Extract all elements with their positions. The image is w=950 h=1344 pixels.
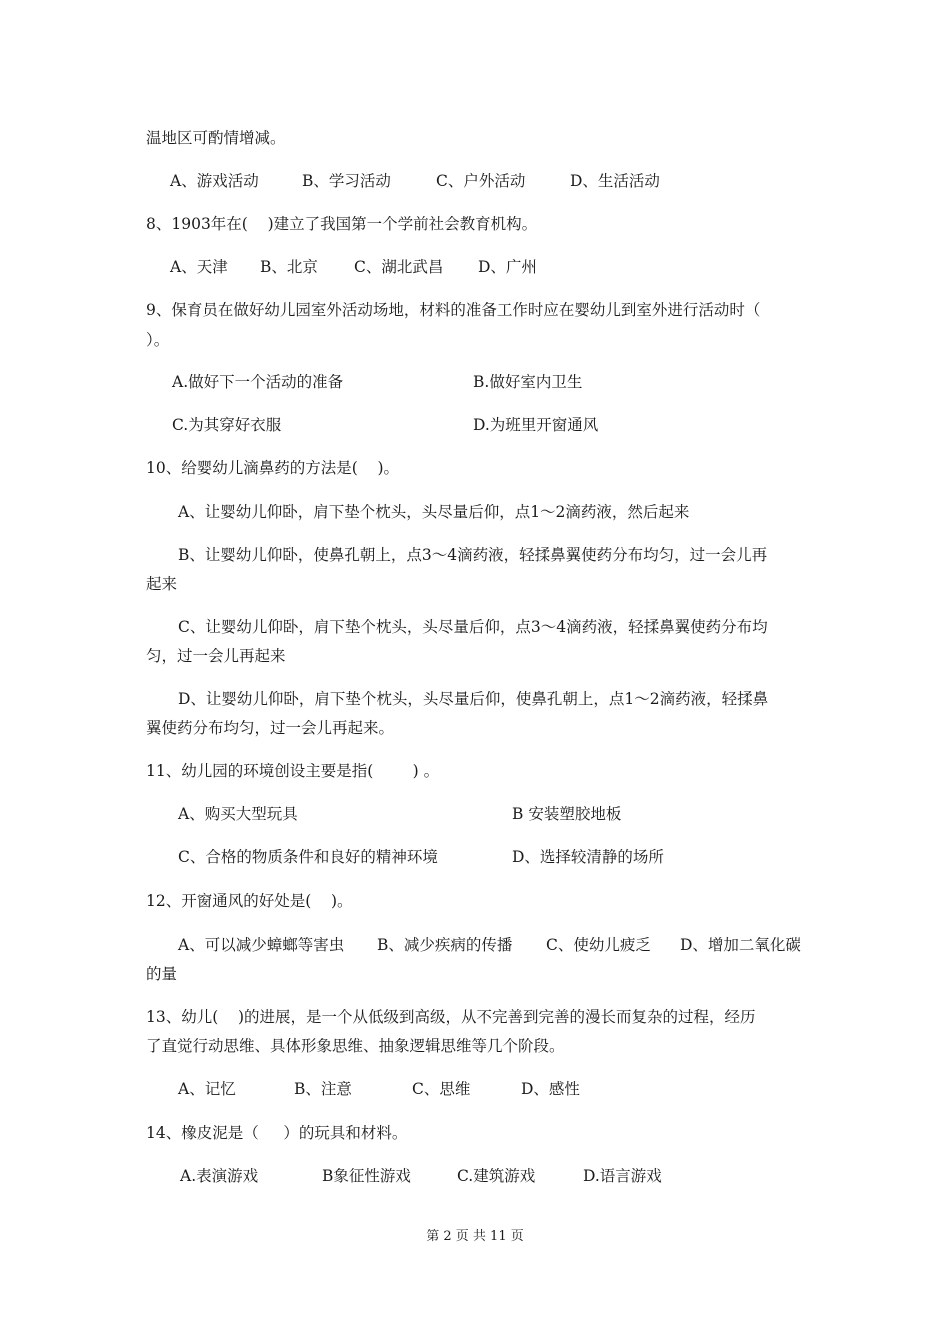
- q10-option-d-line2: 翼使药分布均匀，过一会儿再起来。: [146, 719, 395, 737]
- q7-option-a: A、游戏活动: [170, 172, 259, 190]
- q7-option-d: D、生活活动: [570, 172, 660, 190]
- q12-stem: 12、开窗通风的好处是( )。: [146, 892, 353, 910]
- q12-option-d-line2: 的量: [146, 965, 178, 983]
- q9-option-d: D.为班里开窗通风: [473, 416, 599, 434]
- q12-option-b: B、减少疾病的传播: [377, 936, 513, 954]
- q11-option-a: A、购买大型玩具: [178, 805, 298, 823]
- q12-option-c: C、使幼儿疲乏: [546, 936, 651, 954]
- q10-option-c-line1: C、让婴幼儿仰卧，肩下垫个枕头，头尽量后仰，点3～4滴药液，轻揉鼻翼使药分布均: [178, 618, 768, 636]
- q13-stem-line1: 13、幼儿( )的进展，是一个从低级到高级，从不完善到完善的漫长而复杂的过程，经历: [146, 1008, 756, 1026]
- q8-option-c: C、湖北武昌: [354, 258, 444, 276]
- q14-stem: 14、橡皮泥是（ ）的玩具和材料。: [146, 1124, 408, 1142]
- q12-option-d: D、增加二氧化碳: [680, 936, 801, 954]
- page-footer: 第 2 页 共 11 页: [426, 1229, 524, 1244]
- q7-option-c: C、户外活动: [436, 172, 526, 190]
- q13-option-b: B、注意: [294, 1080, 352, 1098]
- q14-option-b: B象征性游戏: [322, 1167, 411, 1185]
- q8-option-b: B、北京: [260, 258, 318, 276]
- q13-stem-line2: 了直觉行动思维、具体形象思维、抽象逻辑思维等几个阶段。: [146, 1037, 565, 1055]
- q9-option-b: B.做好室内卫生: [473, 373, 583, 391]
- q8-stem: 8、1903年在( )建立了我国第一个学前社会教育机构。: [146, 215, 538, 233]
- q13-option-d: D、感性: [521, 1080, 580, 1098]
- carryover-text: 温地区可酌情增减。: [146, 129, 286, 147]
- q10-stem: 10、给婴幼儿滴鼻药的方法是( )。: [146, 459, 400, 477]
- q9-option-a: A.做好下一个活动的准备: [172, 373, 344, 391]
- q7-option-b: B、学习活动: [302, 172, 391, 190]
- q11-stem: 11、幼儿园的环境创设主要是指( ) 。: [146, 762, 440, 780]
- q11-option-c: C、合格的物质条件和良好的精神环境: [178, 848, 438, 866]
- q10-option-b-line2: 起来: [146, 575, 178, 593]
- q10-option-a: A、让婴幼儿仰卧，肩下垫个枕头，头尽量后仰，点1～2滴药液，然后起来: [178, 503, 690, 521]
- q14-option-c: C.建筑游戏: [457, 1167, 536, 1185]
- q13-option-a: A、记忆: [178, 1080, 236, 1098]
- q9-stem-line2: ）。: [146, 331, 170, 349]
- q8-option-d: D、广州: [478, 258, 537, 276]
- q9-option-c: C.为其穿好衣服: [172, 416, 282, 434]
- q10-option-b-line1: B、让婴幼儿仰卧，使鼻孔朝上，点3～4滴药液，轻揉鼻翼使药分布均匀，过一会儿再: [178, 546, 768, 564]
- q13-option-c: C、思维: [412, 1080, 471, 1098]
- q14-option-d: D.语言游戏: [583, 1167, 662, 1185]
- q9-stem-line1: 9、保育员在做好幼儿园室外活动场地，材料的准备工作时应在婴幼儿到室外进行活动时（: [146, 301, 761, 319]
- q11-option-b: B 安装塑胶地板: [512, 805, 622, 823]
- q8-option-a: A、天津: [170, 258, 228, 276]
- q10-option-c-line2: 匀，过一会儿再起来: [146, 647, 286, 665]
- q14-option-a: A.表演游戏: [180, 1167, 259, 1185]
- q12-option-a: A、可以减少蟑螂等害虫: [178, 936, 345, 954]
- q11-option-d: D、选择较清静的场所: [512, 848, 664, 866]
- q10-option-d-line1: D、让婴幼儿仰卧，肩下垫个枕头，头尽量后仰，使鼻孔朝上，点1～2滴药液，轻揉鼻: [178, 690, 769, 708]
